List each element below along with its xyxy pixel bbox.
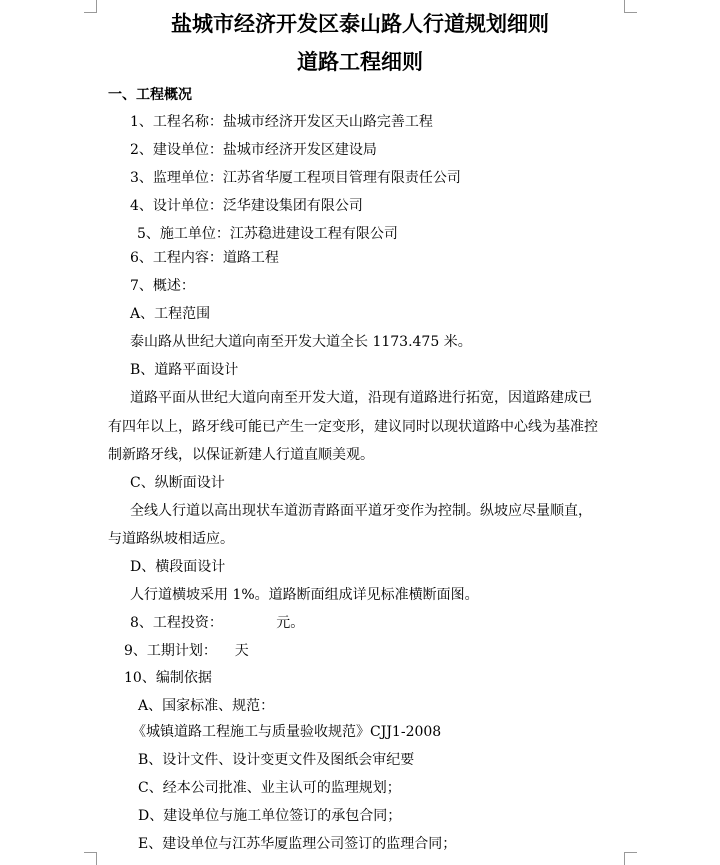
basis-a-standard: 《城镇道路工程施工与质量验收规范》CJJ1-2008 [132, 724, 442, 740]
item-supervisor: 3、监理单位：江苏省华厦工程项目管理有限责任公司 [130, 170, 461, 186]
item-schedule: 9、工期计划： 天 [124, 643, 249, 659]
scope-heading: A、工程范围 [130, 306, 211, 322]
item-project-name: 1、工程名称：盐城市经济开发区天山路完善工程 [130, 114, 433, 130]
item-designer: 4、设计单位：泛华建设集团有限公司 [130, 198, 363, 214]
profile-heading: C、纵断面设计 [130, 475, 225, 491]
document-subtitle: 道路工程细则 [297, 49, 423, 74]
item-overview: 7、概述： [130, 278, 195, 294]
item-contractor: 5、施工单位：江苏稳进建设工程有限公司 [137, 226, 398, 242]
item-content: 6、工程内容：道路工程 [130, 250, 279, 266]
profile-line-1: 全线人行道以高出现状车道沥青路面平道牙变作为控制。纵坡应尽量顺直， [130, 503, 592, 519]
section-heading-overview: 一、工程概况 [108, 87, 192, 103]
basis-a: A、国家标准、规范： [138, 698, 275, 714]
cross-heading: D、横段面设计 [130, 559, 226, 575]
crop-mark-bottom-left [84, 852, 97, 865]
basis-e: E、建设单位与江苏华厦监理公司签订的监理合同； [138, 836, 457, 852]
plan-line-2: 有四年以上，路牙线可能已产生一定变形，建议同时以现状道路中心线为基准控 [108, 419, 598, 435]
cross-text: 人行道横坡采用 1%。道路断面组成详见标准横断面图。 [130, 587, 479, 603]
plan-heading: B、道路平面设计 [130, 362, 239, 378]
scope-text: 泰山路从世纪大道向南至开发大道全长 1173.475 米。 [130, 334, 472, 350]
plan-line-1: 道路平面从世纪大道向南至开发大道，沿现有道路进行拓宽，因道路建成已 [130, 390, 592, 406]
basis-d: D、建设单位与施工单位签订的承包合同； [138, 808, 402, 824]
item-investment: 8、工程投资： 元。 [130, 615, 305, 631]
plan-line-3: 制新路牙线，以保证新建人行道直顺美观。 [108, 447, 374, 463]
basis-b: B、设计文件、设计变更文件及图纸会审纪要 [138, 752, 415, 768]
profile-line-2: 与道路纵坡相适应。 [108, 531, 234, 547]
crop-mark-bottom-right [624, 852, 637, 865]
item-basis-heading: 10、编制依据 [124, 670, 212, 686]
basis-c: C、经本公司批准、业主认可的监理规划； [138, 780, 401, 796]
document-title: 盐城市经济开发区泰山路人行道规划细则 [171, 11, 549, 36]
item-owner: 2、建设单位：盐城市经济开发区建设局 [130, 142, 377, 158]
